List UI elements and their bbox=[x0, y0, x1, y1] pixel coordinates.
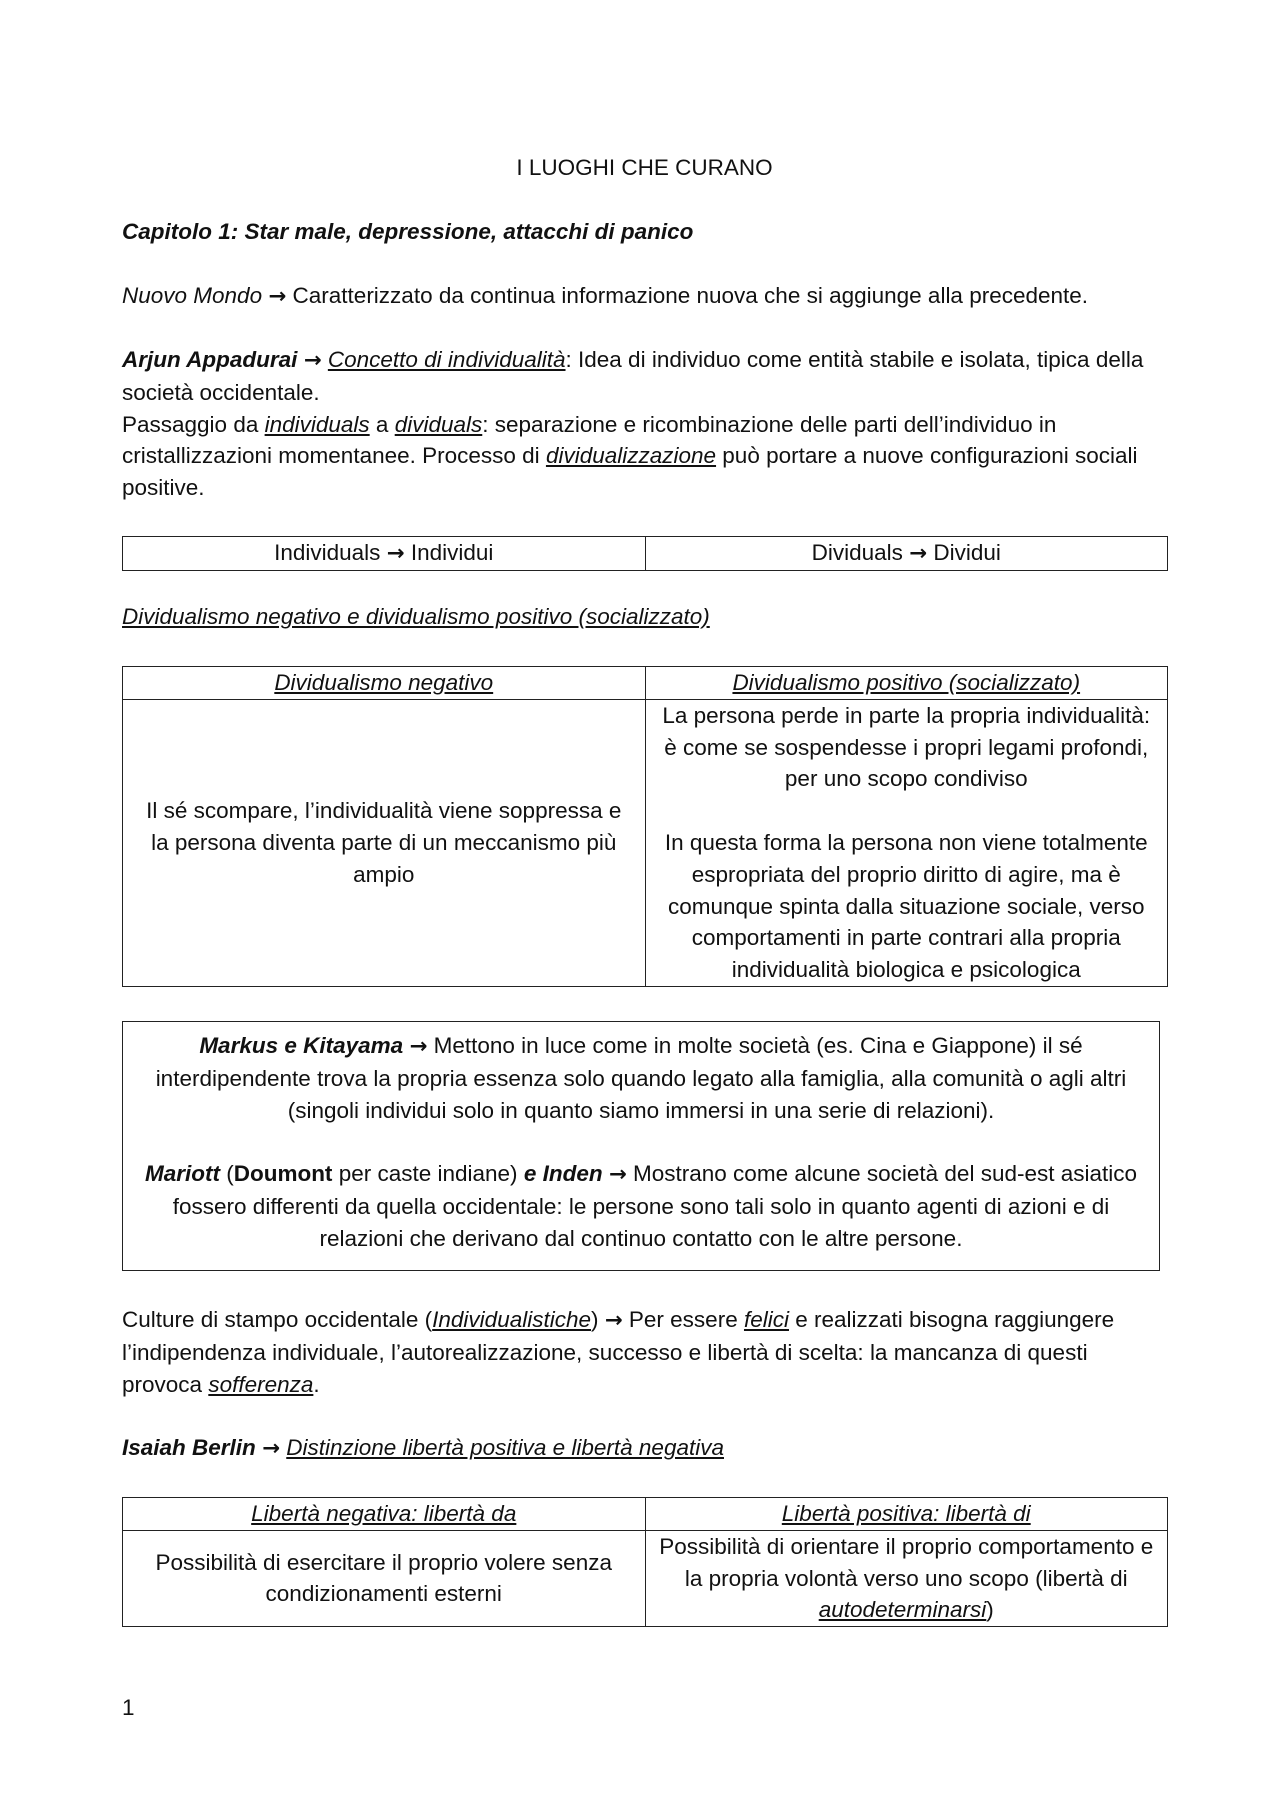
chapter-heading: Capitolo 1: Star male, depressione, attacchi di panico bbox=[122, 219, 694, 244]
paragraph-berlin: Isaiah Berlin → Distinzione libertà positiva e libertà negativa bbox=[122, 1435, 724, 1461]
table-cell: La persona perde in parte la propria individualità: è come se sospendesse i propri legami profondi, per uno scopo condiviso In questa forma la persona non viene totalmente espropriata del proprio diritto di agire, ma è comunque spinta dalla situazione sociale, verso comportamenti in parte contrari alla propria individualità biologica e psicologica bbox=[645, 699, 1168, 986]
term-nuovo-mondo: Nuovo Mondo bbox=[122, 283, 263, 308]
author-doumont: Doumont bbox=[233, 1161, 333, 1187]
author-inden: e Inden bbox=[523, 1161, 603, 1187]
arrow-icon: → bbox=[303, 348, 322, 373]
table-cell: Possibilità di orientare il proprio comportamento e la propria volontà verso uno scopo (libertà di autodeterminarsi) bbox=[645, 1530, 1168, 1626]
arrow-icon: → bbox=[604, 1308, 623, 1333]
paragraph-culture: Culture di stampo occidentale (Individualistiche) → Per essere felici e realizzati bisogna raggiungere l’indipendenza individuale, l’autorealizzazione, successo e libertà di scelta: la mancanza di questi provoca sofferenza. bbox=[122, 1307, 1115, 1397]
table-header-cell: Libertà negativa: libertà da bbox=[123, 1498, 646, 1531]
author-mariott: Mariott bbox=[144, 1161, 220, 1187]
table-individuals-dividuals bbox=[122, 536, 1168, 571]
author-markus-kitayama: Markus e Kitayama bbox=[199, 1033, 404, 1058]
document-title: I LUOGHI CHE CURANO bbox=[516, 155, 773, 180]
concept-individualita: Concetto di individualità bbox=[327, 347, 566, 372]
paragraph-appadurai: Arjun Appadurai → Concetto di individualità: Idea di individuo come entità stabile e isolata, tipica della società occidentale. Passaggio da individuals a dividuals: separazione e ricombinazione delle parti dell’individuo in cristallizzazioni momentanee. Processo di dividualizzazione può portare a nuove configurazioni sociali positive. bbox=[122, 347, 1144, 501]
paragraph-nuovo-mondo: Nuovo Mondo → Caratterizzato da continua informazione nuova che si aggiunge alla precedente. bbox=[122, 283, 1089, 309]
author-appadurai: Arjun Appadurai bbox=[122, 347, 298, 372]
author-berlin: Isaiah Berlin bbox=[122, 1435, 256, 1460]
arrow-icon: → bbox=[386, 541, 405, 566]
arrow-icon: → bbox=[608, 1162, 627, 1188]
table-header-cell: Libertà positiva: libertà di bbox=[645, 1498, 1168, 1531]
arrow-icon: → bbox=[409, 1034, 428, 1059]
page-number: 1 bbox=[122, 1695, 135, 1720]
section-heading-dividualismo: Dividualismo negativo e dividualismo positivo (socializzato) bbox=[122, 604, 710, 629]
arrow-icon: → bbox=[909, 541, 928, 566]
table-cell: Il sé scompare, l’individualità viene soppressa e la persona diventa parte di un meccanismo più ampio bbox=[123, 699, 646, 986]
paragraph-markus-kitayama: Markus e Kitayama → Mettono in luce come in molte società (es. Cina e Giappone) il sé interdipendente trova la propria essenza solo quando legato alla famiglia, alla comunità o agli altri (singoli individui solo in quanto siamo immersi in una serie di relazioni). bbox=[155, 1033, 1127, 1123]
arrow-icon: → bbox=[262, 1436, 280, 1461]
table-header-cell: Dividualismo positivo (socializzato) bbox=[645, 667, 1168, 700]
table-dividualismo bbox=[122, 666, 1168, 987]
paragraph-mariott-inden: Mariott (Doumont per caste indiane) e Inden → Mostrano come alcune società del sud-est asiatico fossero differenti da quella occidentale: le persone sono tali solo in quanto agenti di azioni e di relazioni che derivano dal continuo contatto con le altre persone. bbox=[144, 1161, 1138, 1251]
arrow-icon: → bbox=[268, 284, 287, 309]
boxed-note bbox=[122, 1021, 1160, 1271]
table-header-cell: Dividualismo negativo bbox=[123, 667, 646, 700]
table-cell: Dividuals → Dividui bbox=[645, 537, 1168, 571]
table-cell: Possibilità di esercitare il proprio volere senza condizionamenti esterni bbox=[123, 1530, 646, 1626]
table-cell: Individuals → Individui bbox=[123, 537, 646, 571]
table-liberta bbox=[122, 1497, 1168, 1627]
